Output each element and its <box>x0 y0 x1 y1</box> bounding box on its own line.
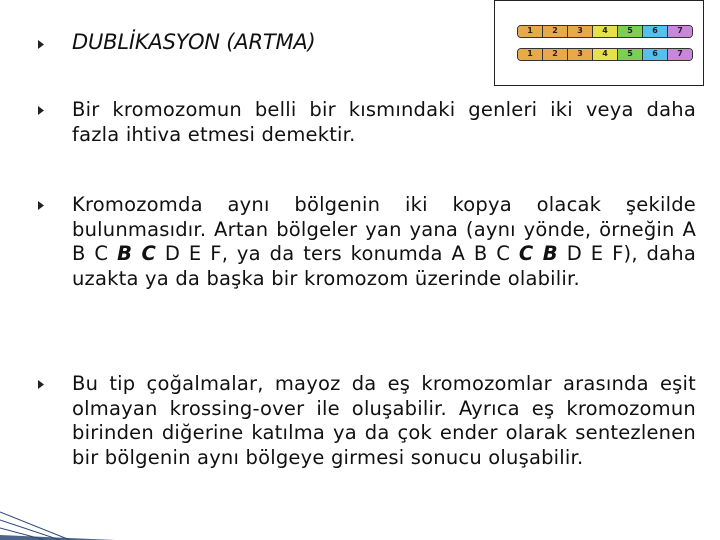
chromosome-segment: 6 <box>643 49 668 60</box>
decorative-corner-lines <box>0 450 120 540</box>
chromosome-segment: 2 <box>543 49 568 60</box>
chromosome-segment: 2 <box>543 26 568 37</box>
chromosome-normal <box>517 25 693 38</box>
slide-title: DUBLİKASYON (ARTMA) <box>72 30 316 54</box>
chromosome-segment: 1 <box>518 49 543 60</box>
chromosome-segment: 5 <box>618 26 643 37</box>
chromosome-segment: 7 <box>668 26 692 37</box>
bullet-arrow-icon <box>38 106 44 115</box>
bullet-arrow-icon <box>38 201 44 210</box>
bullet-2-part-1: Kromozomda aynı bölgenin iki kopya olacak şekilde bulunmasıdır. Artan bölgeler yan yana (aynı yönde, örneğin A B C <box>72 193 696 265</box>
chromosome-segment: 4 <box>593 26 618 37</box>
chromosome-duplicated <box>517 48 693 61</box>
chromosome-segment: 7 <box>668 49 692 60</box>
chromosome-segment: 5 <box>618 49 643 60</box>
bullet-2-emphasis-2: C B <box>518 242 558 265</box>
bullet-arrow-icon <box>38 380 44 389</box>
bullet-2-emphasis-1: B C <box>117 242 157 265</box>
chromosome-segment: 4 <box>593 49 618 60</box>
chromosome-figure <box>494 0 704 86</box>
bullet-2-part-2: D E F, ya da ters konumda A B C <box>156 242 519 265</box>
bullet-text-3: Bu tip çoğalmalar, mayoz da eş kromozomlar arasında eşit olmayan krossing-over ile oluşabilir. Ayrıca eş kromozomun birinden diğerine katılma ya da çok ender olarak sentezlenen bir bölgenin aynı bölgeye girmesi sonucu oluşabilir. <box>72 372 696 469</box>
bullet-text-1: Bir kromozomun belli bir kısmındaki genleri iki veya daha fazla ihtiva etmesi demektir. <box>72 98 696 146</box>
chromosome-segment: 3 <box>568 49 593 60</box>
chromosome-segment: 1 <box>518 26 543 37</box>
bullet-arrow-icon <box>38 40 44 49</box>
chromosome-segment: 6 <box>643 26 668 37</box>
bullet-2-part-3: D E F), daha uzakta ya da başka bir kromozom üzerinde olabilir. <box>72 242 696 290</box>
chromosome-segment: 3 <box>568 26 593 37</box>
bullet-text-2 <box>72 193 696 291</box>
